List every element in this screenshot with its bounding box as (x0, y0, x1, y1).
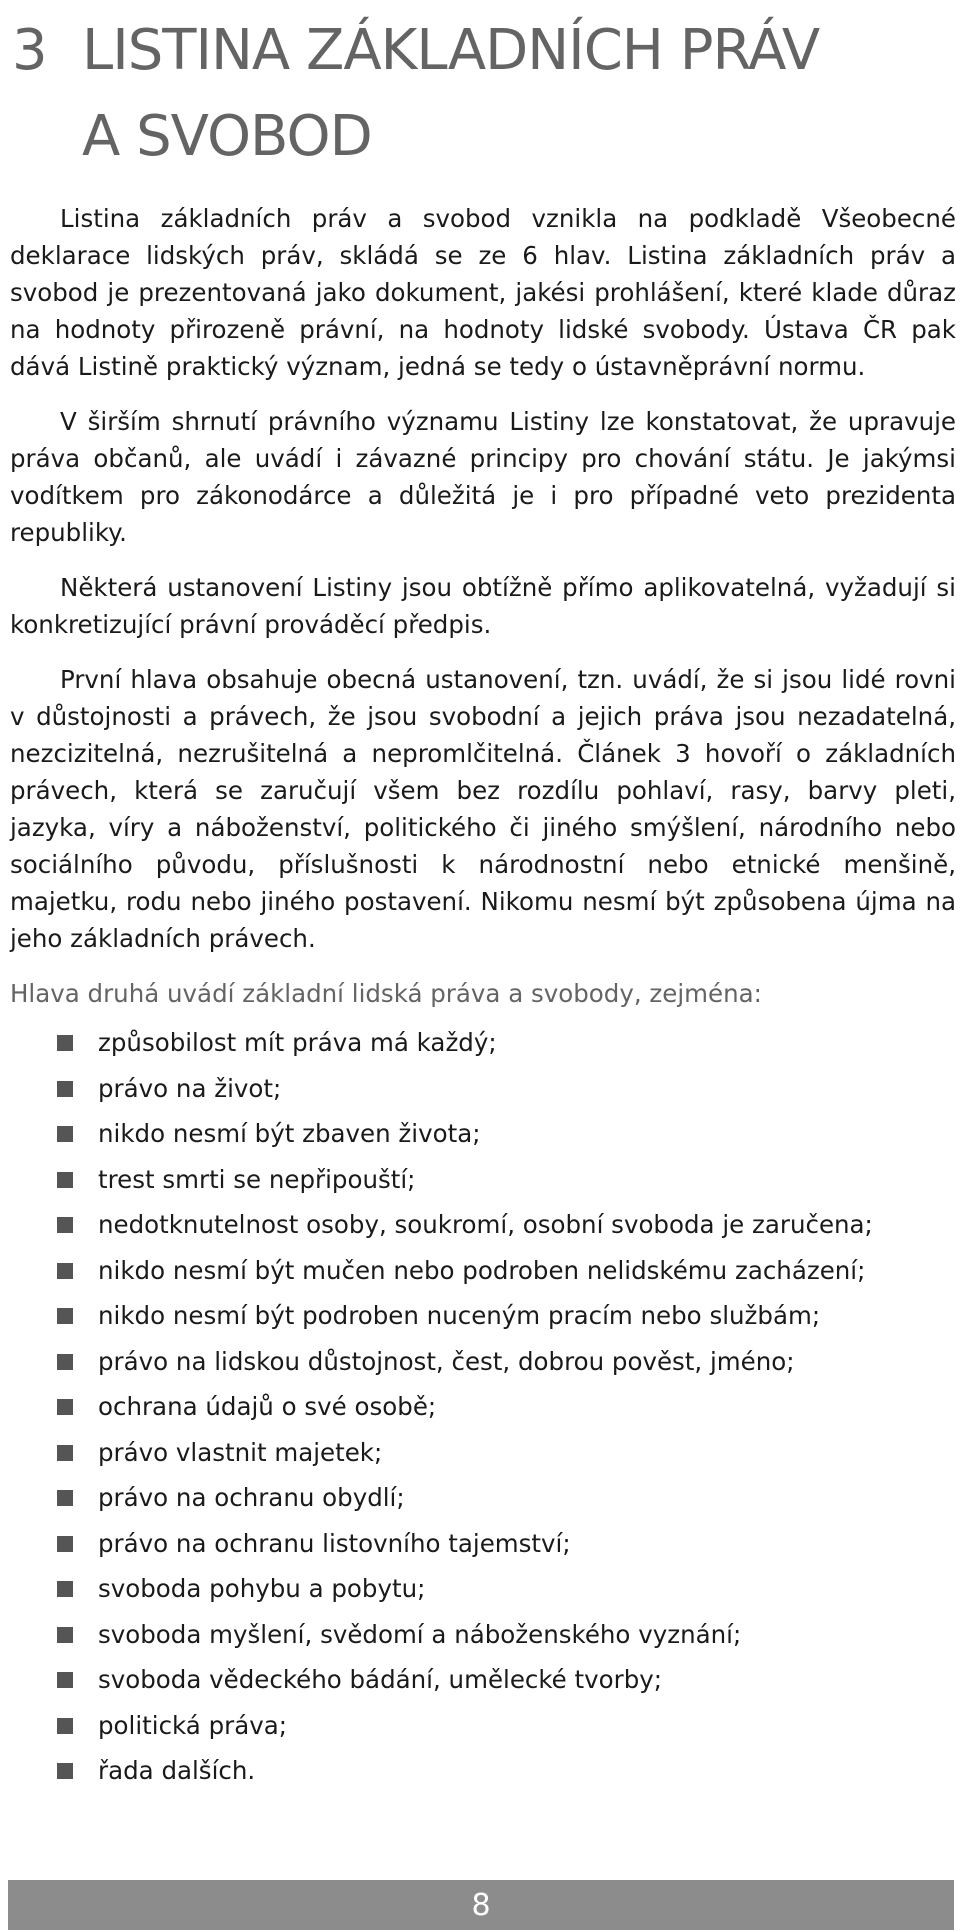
page-number: 8 (471, 1887, 491, 1923)
chapter-number: 3 (12, 18, 47, 83)
list-item-text: nikdo nesmí být mučen nebo podroben nelidskému zacházení; (98, 1255, 866, 1285)
list-item (10, 1384, 956, 1430)
square-bullet-icon (57, 1308, 73, 1324)
chapter-body (10, 200, 956, 1794)
square-bullet-icon (57, 1035, 73, 1051)
list-item-text: ochrana údajů o své osobě; (98, 1392, 437, 1421)
list-item-text: způsobilost mít práva má každý; (98, 1028, 497, 1057)
chapter-heading (12, 8, 942, 180)
list-item (10, 1020, 956, 1066)
paragraph-intro: Listina základních práv a svobod vznikla na podkladě Všeobecné deklarace lidských práv, skládá se ze 6 hlav. Listina základních práv a svobod je prezentovaná jako dokument, jakési prohlášení, které klade důraz na hodnoty přirozeně právní, na hodnoty lidské svobody. Ústava ČR pak dává Listině praktický význam, jedná se tedy o ústavněprávní normu. (10, 204, 956, 381)
list-item-text: řada dalších. (98, 1756, 256, 1785)
square-bullet-icon (57, 1263, 73, 1279)
square-bullet-icon (57, 1581, 73, 1597)
list-item (10, 1657, 956, 1703)
list-item-text: právo na ochranu obydlí; (98, 1483, 405, 1512)
list-item-text: právo vlastnit majetek; (98, 1437, 383, 1467)
list-item-text: trest smrti se nepřipouští; (98, 1164, 416, 1194)
list-item-text: právo na lidskou důstojnost, čest, dobrou pověst, jméno; (98, 1346, 795, 1376)
list-item-text: svoboda vědeckého bádání, umělecké tvorby; (98, 1665, 663, 1694)
square-bullet-icon (57, 1627, 73, 1643)
square-bullet-icon (57, 1126, 73, 1142)
list-item (10, 1202, 956, 1248)
list-item (10, 1293, 956, 1339)
square-bullet-icon (57, 1763, 73, 1779)
list-item-text: právo na ochranu listovního tajemství; (98, 1528, 571, 1558)
square-bullet-icon (57, 1399, 73, 1415)
list-item (10, 1521, 956, 1567)
square-bullet-icon (57, 1672, 73, 1688)
square-bullet-icon (57, 1445, 73, 1461)
list-item (10, 1612, 956, 1658)
chapter-title-line1: LISTINA ZÁKLADNÍCH PRÁV (82, 18, 820, 83)
square-bullet-icon (57, 1718, 73, 1734)
list-item (10, 1748, 956, 1794)
list-item-text: svoboda myšlení, svědomí a náboženského vyznání; (98, 1619, 742, 1649)
list-item (10, 1430, 956, 1476)
list-item (10, 1339, 956, 1385)
list-item (10, 1066, 956, 1112)
list-item (10, 1566, 956, 1612)
square-bullet-icon (57, 1490, 73, 1506)
rights-list (10, 1020, 956, 1794)
chapter-title-line2: A SVOBOD (82, 104, 372, 169)
square-bullet-icon (57, 1081, 73, 1097)
list-item (10, 1111, 956, 1157)
square-bullet-icon (57, 1536, 73, 1552)
square-bullet-icon (57, 1172, 73, 1188)
paragraph-legal-meaning: V širším shrnutí právního významu Listiny lze konstatovat, že upravuje práva občanů, ale uvádí i závazné principy pro chování státu. Je jakýmsi vodítkem pro zákonodárce a důležitá je i pro případné veto prezidenta republiky. (10, 407, 956, 547)
page-footer-bar (8, 1880, 954, 1930)
square-bullet-icon (57, 1354, 73, 1370)
list-item (10, 1703, 956, 1749)
list-item-text: svoboda pohybu a pobytu; (98, 1574, 426, 1603)
paragraph-applicability: Některá ustanovení Listiny jsou obtížně přímo aplikovatelná, vyžadují si konkretizující právní prováděcí předpis. (10, 573, 956, 639)
list-item-text: nedotknutelnost osoby, soukromí, osobní svoboda je zaručena; (98, 1210, 873, 1239)
list-item (10, 1248, 956, 1294)
list-item (10, 1475, 956, 1521)
list-item (10, 1157, 956, 1203)
list-item-text: nikdo nesmí být podroben nuceným pracím nebo službám; (98, 1301, 821, 1330)
list-item-text: právo na život; (98, 1073, 282, 1103)
paragraph-first-chapter: První hlava obsahuje obecná ustanovení, tzn. uvádí, že si jsou lidé rovni v důstojnosti a právech, že jsou svobodní a jejich práva jsou nezadatelná, nezcizitelná, nezrušitelná a nepromlčitelná. Článek 3 hovoří o základních právech, která se zaručují všem bez rozdílu pohlaví, rasy, barvy pleti, jazyka, víry a náboženství, politického či jiného smýšlení, národního nebo sociálního původu, příslušnosti k národnostní nebo etnické menšině, majetku, rodu nebo jiného postavení. Nikomu nesmí být způsobena újma na jeho základních právech. (10, 665, 956, 953)
list-item-text: nikdo nesmí být zbaven života; (98, 1119, 481, 1148)
list-item-text: politická práva; (98, 1710, 288, 1740)
square-bullet-icon (57, 1217, 73, 1233)
rights-list-intro: Hlava druhá uvádí základní lidská práva a svobody, zejména: (10, 979, 762, 1008)
